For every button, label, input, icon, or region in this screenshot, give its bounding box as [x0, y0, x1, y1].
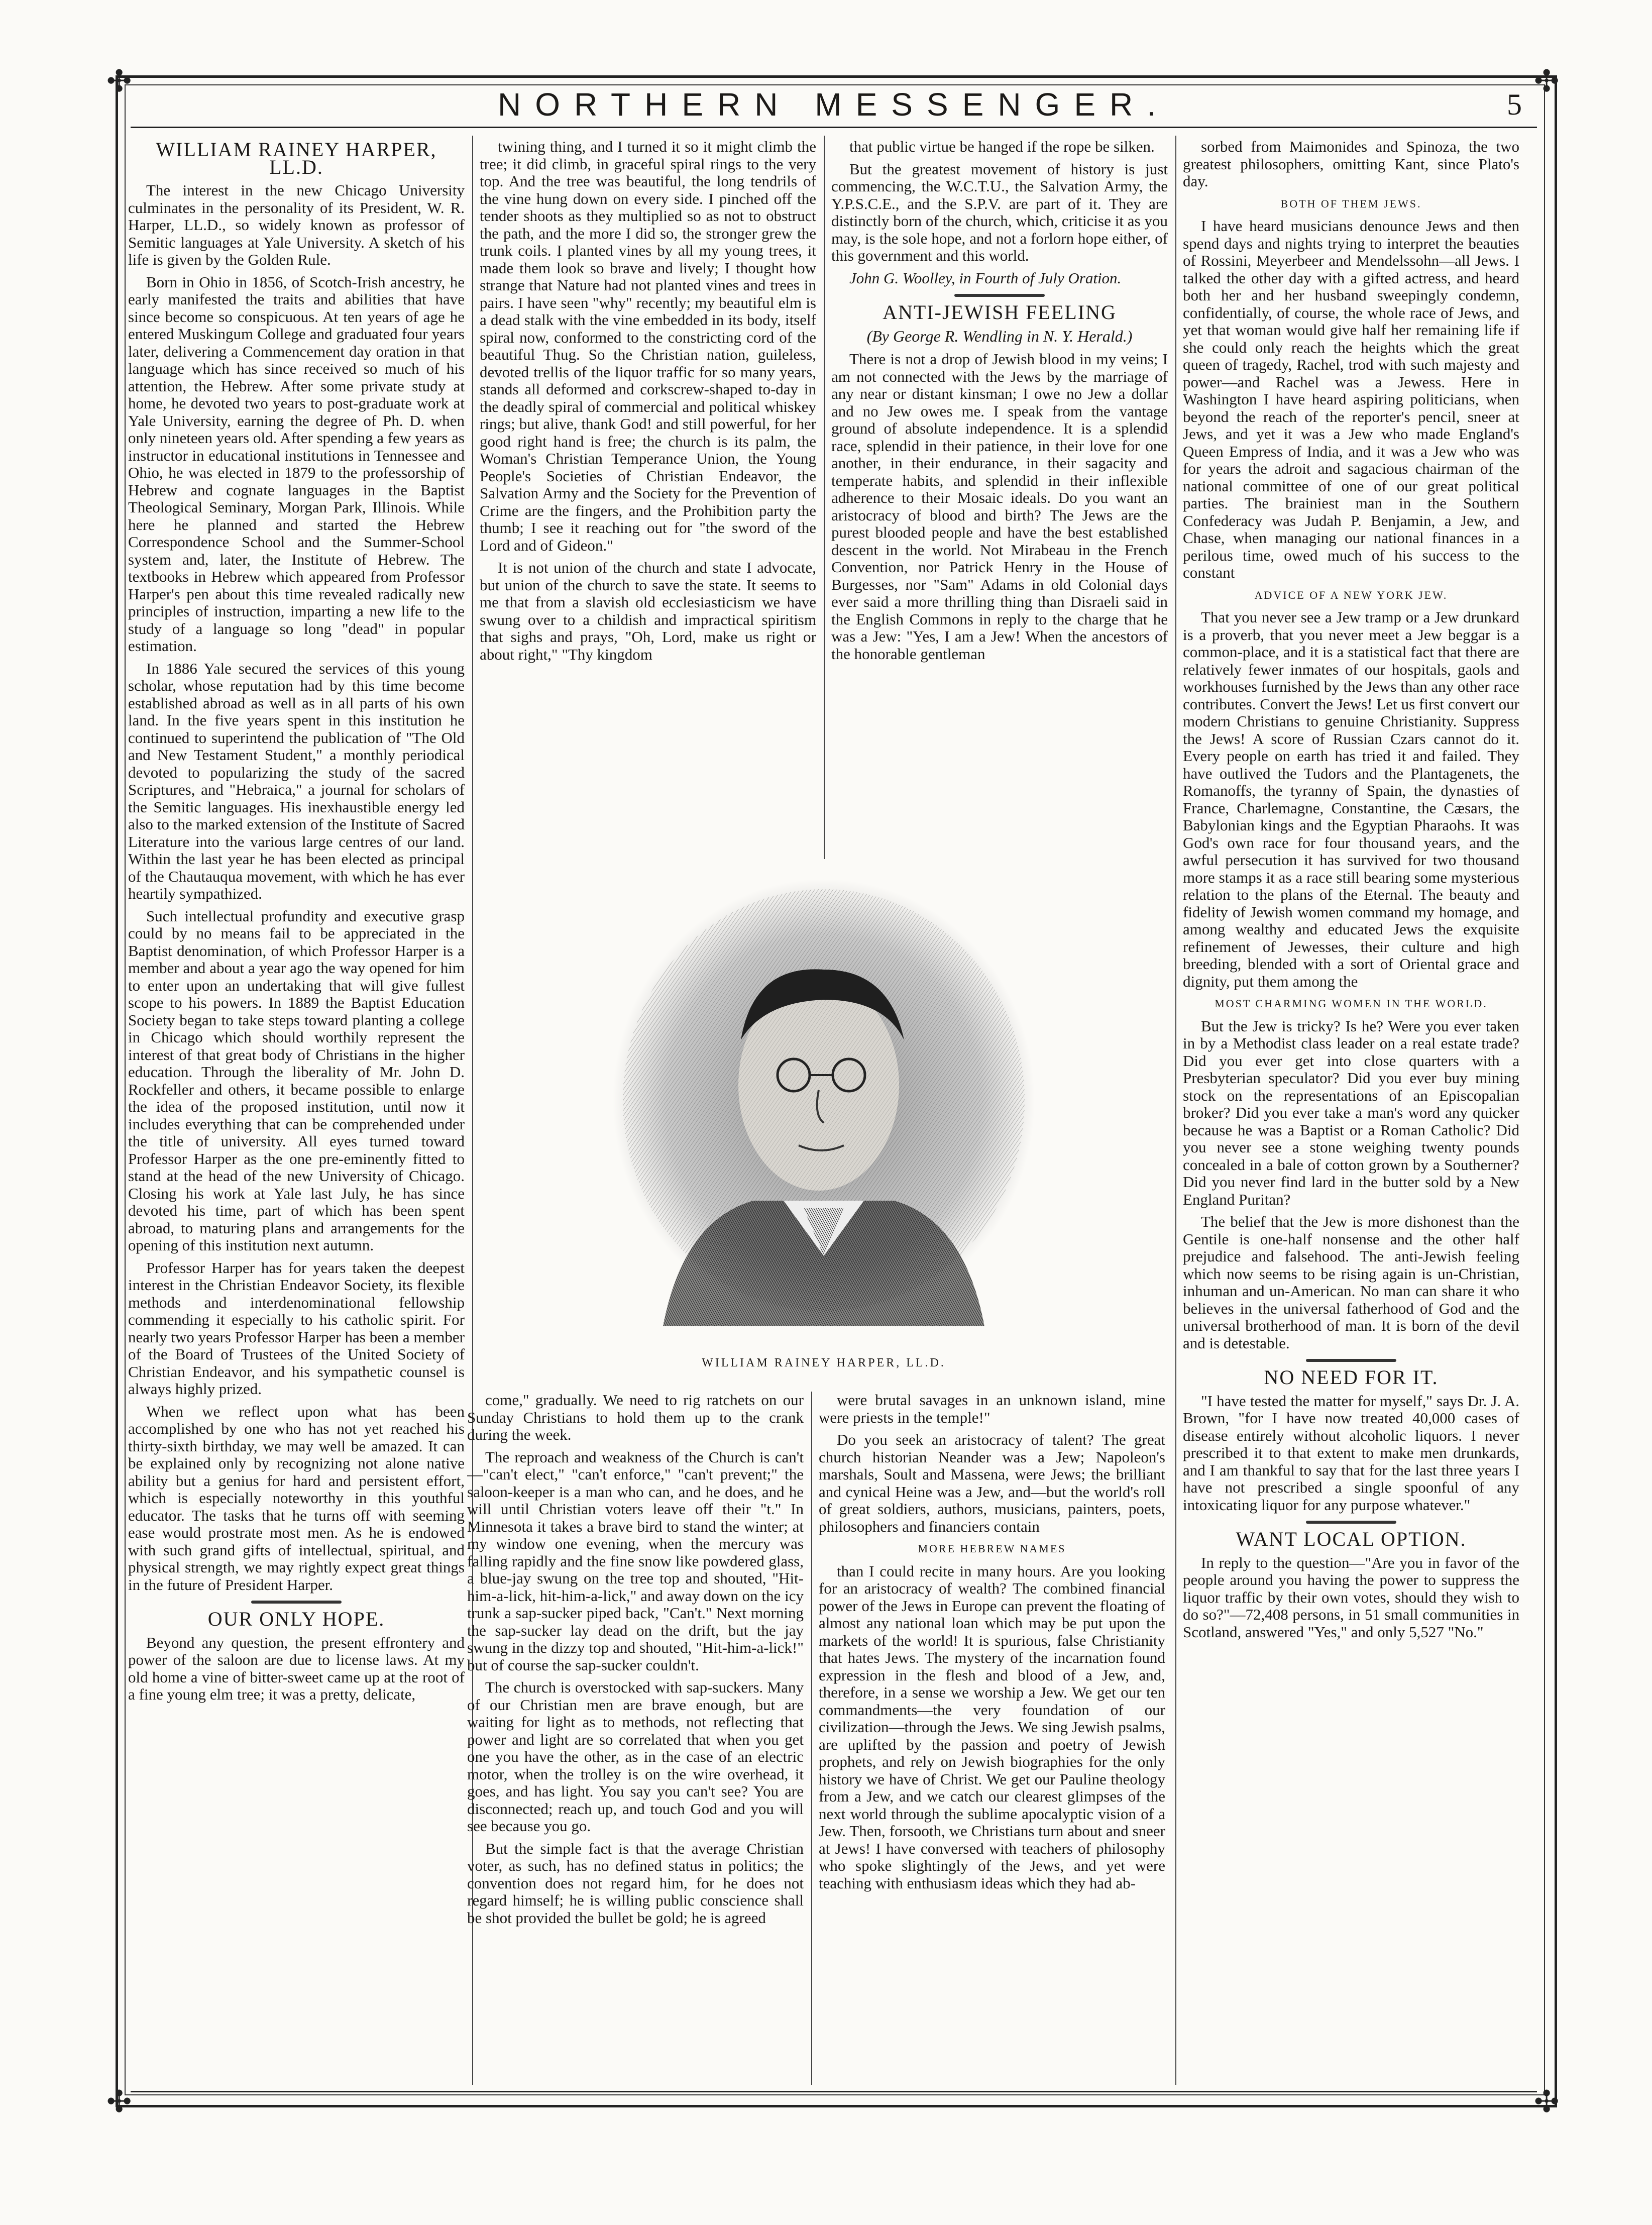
- column-rule: [1175, 136, 1176, 2085]
- article-headline: OUR ONLY HOPE.: [207, 1608, 385, 1630]
- portrait-image: [472, 874, 1175, 1326]
- corner-ornament-top-right: ✣: [1534, 64, 1560, 99]
- subheading: MOST CHARMING WOMEN IN THE WORLD.: [1215, 997, 1488, 1010]
- footer-rule: [131, 2091, 1537, 2092]
- subheading: MORE HEBREW NAMES: [918, 1542, 1066, 1555]
- article-byline: (By George R. Wendling in N. Y. Herald.): [866, 327, 1133, 345]
- subheading: BOTH OF THEM JEWS.: [1280, 197, 1422, 210]
- section-divider: [954, 294, 1045, 297]
- masthead-title: NORTHERN MESSENGER.: [497, 86, 1170, 123]
- paragraph: The church is overstocked with sap-suckers. Many of our Christian men are brave enough, but are waiting for light as to methods, not reflecting that power and light are so correlated that when you get one you have the other, as in the case of an electric motor, when the trolley is on the wire overhead, it goes, and has light. You say you can't see? You are disconnected; reach up, and touch God and you will see because you go.: [467, 1678, 804, 1835]
- column-1: [128, 138, 465, 2087]
- paragraph: Such intellectual profundity and executive grasp could by no means fail to be appreciated in the Baptist denomination, of which Professor Harper is a member and about a year ago the way opened for him to enter upon an undertaking that will give fullest scope to his powers. In 1889 the Baptist Education Society began to take steps toward planting a college in Chicago which should worthily represent the interest of that great body of Christians in the higher education. Through the liberality of Mr. John D. Rockfeller and others, it became possible to enlarge the idea of the proposed institution, until now it includes everything that can be comprehended under the title of university. All eyes turned toward Professor Harper as the one pre-eminently fitted to stand at the head of the new University of Chicago. Closing his work at Yale last July, he has since devoted his time, part of which has been spent abroad, to maturing plans and arrangements for the opening of this institution next autumn.: [128, 907, 465, 1254]
- article-headline: WILLIAM RAINEY HARPER, LL.D.: [156, 138, 437, 178]
- paragraph: sorbed from Maimonides and Spinoza, the two greatest philosophers, omitting Kant, since Plato's day.: [1183, 138, 1519, 190]
- paragraph: In reply to the question—"Are you in favor of the people around you having the power to suppress the liquor traffic by their own votes, should they wish to do so?"—72,408 persons, in 51 small communities in Scotland, answered "Yes," and only 5,527 "No.": [1183, 1553, 1519, 1641]
- article-signature: John G. Woolley, in Fourth of July Oration.: [849, 269, 1122, 287]
- paragraph: were brutal savages in an unknown island, mine were priests in the temple!": [819, 1392, 1165, 1426]
- paragraph: twining thing, and I turned it so it might climb the tree; it did climb, in graceful spiral rings to the very top. And the tree was beautiful, the long tendrils of the vine hung down on every side. I pinched off the tender shoots as they multiplied so as not to obstruct the path, and the more I did so, the stronger grew the trunk coils. I planted vines by all my young trees, it made them look so brave and lively; I thought how strange that Nature had not planted vines and trees in pairs. I have seen "why" recently; my beautiful elm is a dead stalk with the vine embedded in its body, itself spiral now, conformed to the constricting cord of the beautiful Thug. So the Christian nation, guileless, devoted trellis of the liquor traffic for so many years, stands all deformed and corkscrew-shaped to-day in the deadly spiral of commercial and political whiskey rings; but alive, thank God! and still powerful, for her good right hand is free; the church is its palm, the Woman's Christian Temperance Union, the Young People's Societies of Christian Endeavor, the Salvation Army and the Society for the Prevention of Crime are the fingers, and the Prohibition party the thumb; I see it reaching out for "the sword of the Lord and of Gideon.": [480, 138, 816, 554]
- article-headline: NO NEED FOR IT.: [1264, 1366, 1439, 1389]
- paragraph: It is not union of the church and state I advocate, but union of the church to save the state. It seems to me that from a slavish old ecclesiasticism we have swung over to a childish and impractical spiritism that sighs and prays, "Oh, Lord, make us right or about right," "Thy kingdom: [480, 559, 816, 663]
- paragraph: The belief that the Jew is more dishonest than the Gentile is one-half nonsense and the other half prejudice and falsehood. The anti-Jewish feeling which now seems to be rising again is un-Christian, inhuman and un-American. No man can share it who believes in the universal fatherhood of God and the universal brotherhood of man. It is born of the devil and is detestable.: [1183, 1213, 1519, 1352]
- paragraph: That you never see a Jew tramp or a Jew drunkard is a proverb, that you never meet a Jew beggar is a common-place, and it is a statistical fact that there are relatively fewer inmates of our hospitals, gaols and workhouses furnished by the Jews than any other race contributes. Convert the Jews! Let us first convert our modern Christians to genuine Christianity. Suppress the Jews! A score of Russian Czars cannot do it. Every people on earth has tried it and failed. They have outlived the Tudors and the Plantagenets, the Romanoffs, the tyranny of Spain, the dynasties of France, Charlemagne, Constantine, the Cæsars, the Babylonian kings and the Egyptian Pharaohs. It was God's own race for four thousand years, and the awful persecution it has survived for two thousand more stamps it as a race still bearing some mysterious relation to the plans of the Eternal. The beauty and fidelity of Jewish women command my homage, and among wealthy and educated Jews the exquisite refinement of Jewesses, their culture and high breeding, blended with a sort of Oriental grace and dignity, put them among the: [1183, 608, 1519, 990]
- paragraph: But the simple fact is that the average Christian voter, as such, has no defined status in politics; the convention does not regard him, for he does not regard himself; he is willing public conscience shall be shot provided the bullet be gold; he is agreed: [467, 1839, 804, 1927]
- paragraph: The interest in the new Chicago University culminates in the personality of its President, W. R. Harper, LL.D., so widely known as professor of Semitic languages at Yale University. A sketch of his life is given by the Golden Rule.: [128, 181, 465, 268]
- column-2-lower: [467, 1392, 804, 2085]
- column-rule: [811, 1392, 812, 2085]
- article-headline: ANTI-JEWISH FEELING: [883, 301, 1117, 324]
- paragraph: But the Jew is tricky? Is he? Were you ever taken in by a Methodist class leader on a real estate trade? Did you ever get into close quarters with a Presbyterian speculator? Did you ever buy mining stock on the representations of an Episcopalian broker? Did you ever take a man's word any quicker because he was a Baptist or a Roman Catholic? Did you never see a stone weighing twenty pounds concealed in a bale of cotton grown by a Southerner? Did you never find lard in the butter sold by a New England Puritan?: [1183, 1017, 1519, 1208]
- portrait-caption: WILLIAM RAINEY HARPER, LL.D.: [702, 1356, 946, 1369]
- column-rule: [824, 136, 825, 859]
- corner-ornament-bottom-right: ✣: [1534, 2084, 1560, 2120]
- paragraph: When we reflect upon what has been accomplished by one who has not yet reached his thirty-sixth birthday, we may well be amazed. It can be explained only by recognizing not alone native ability but a genius for hard and persistent effort, which is especially noteworthy in this youthful educator. The tasks that he turns off with seeming ease would prostrate most men. As he is endowed with such grand gifts of intellectual, spiritual, and physical strength, we may rightly expect great things in the future of President Harper.: [128, 1402, 465, 1594]
- paragraph: There is not a drop of Jewish blood in my veins; I am not connected with the Jews by the marriage of any near or distant kinsman; I owe no Jew a dollar and no Jew owes me. I speak from the vantage ground of absolute independence. It is a splendid race, splendid in their patience, in their love for one another, in their endurance, in their sagacity and temperate habits, and splendid in their inflexible adherence to their Mosaic ideals. Do you want an aristocracy of blood and birth? The Jews are the purest blooded people and have the best established descent in the world. Not Mirabeau in the French Convention, nor Patrick Henry in the House of Burgesses, nor "Sam" Adams in old Colonial days ever said a more thrilling thing than Disraeli said in the English Commons in reply to the charge that he was a Jew: "Yes, I am a Jew! When the ancestors of the honorable gentleman: [831, 350, 1168, 663]
- column-3-lower: [819, 1392, 1165, 2085]
- column-4: [1183, 138, 1519, 2087]
- corner-ornament-bottom-left: ✣: [106, 2084, 132, 2120]
- paragraph: Do you seek an aristocracy of talent? The great church historian Neander was a Jew; Napoleon's marshals, Soult and Massena, were Jews; the brilliant and cynical Heine was a Jew, and—but the world's roll of great soldiers, authors, musicians, painters, poets, philosophers and financiers contain: [819, 1431, 1165, 1535]
- corner-ornament-top-left: ✣: [106, 64, 132, 99]
- column-3-upper: [831, 138, 1168, 862]
- masthead: [131, 84, 1537, 125]
- paragraph: that public virtue be hanged if the rope be silken.: [849, 138, 1155, 155]
- paragraph: Beyond any question, the present effrontery and power of the saloon are due to license laws. At my old home a vine of bitter-sweet came up at the root of a fine young elm tree; it was a pretty, delicate,: [128, 1633, 465, 1703]
- subheading: ADVICE OF A NEW YORK JEW.: [1254, 588, 1448, 601]
- portrait-engraving: [472, 874, 1175, 1326]
- masthead-rule: [131, 127, 1537, 128]
- paragraph: come," gradually. We need to rig ratchets on our Sunday Christians to hold them up to the crank during the week.: [467, 1392, 804, 1443]
- section-divider: [1306, 1359, 1396, 1362]
- paragraph: But the greatest movement of history is just commencing, the W.C.T.U., the Salvation Army, the Y.P.S.C.E., and the S.P.V. are part of it. They are distinctly born of the church, which, criticise it as you may, is the sole hope, and not a forlorn hope either, of this government and this world.: [831, 160, 1168, 264]
- paragraph: In 1886 Yale secured the services of this young scholar, whose reputation had by this time become established abroad as well as in all parts of his own land. In the five years spent in this institution he continued to superintend the publication of "The Old and New Testament Student," a monthly periodical devoted to popularizing the study of the sacred Scriptures, and "Hebraica," a journal for scholars of the Semitic languages. His inexhaustible energy led also to the marked extension of the Institute of Sacred Literature into the various large centres of our land. Within the last year he has been elected as principal of the Chautauqua movement, with which he has ever heartily sympathized.: [128, 659, 465, 902]
- column-2-upper: [480, 138, 816, 862]
- paragraph: Born in Ohio in 1856, of Scotch-Irish ancestry, he early manifested the traits and abilities that have since become so conspicuous. At ten years of age he entered Muskingum College and graduated four years later, delivering a Commencement day oration in that language which has since received so much of his attention, the Hebrew. After some private study at home, he devoted two years to post-graduate work at Yale University, earning the degree of Ph. D. when only nineteen years old. After spending a few years as instructor in educational institutions in Tennessee and Ohio, he was elected in 1879 to the professorship of Hebrew and cognate languages in the Baptist Theological Seminary, Morgan Park, Illinois. While here he planned and started the Hebrew Correspondence School and the Summer-School system and, later, the Institute of Hebrew. The textbooks in Hebrew which appeared from Professor Harper's pen about this time revealed radically new principles of instruction, imparting a new life to the study of a language so long "dead" in popular estimation.: [128, 273, 465, 655]
- article-headline: WANT LOCAL OPTION.: [1236, 1528, 1467, 1550]
- paragraph: Professor Harper has for years taken the deepest interest in the Christian Endeavor Society, its flexible methods and interdenominational fellowship commending it especially to his catholic spirit. For nearly two years Professor Harper has been a member of the Board of Trustees of the United Society of Christian Endeavor, and his sympathetic counsel is always highly prized.: [128, 1258, 465, 1398]
- paragraph: "I have tested the matter for myself," says Dr. J. A. Brown, "for I have now treated 40,000 cases of disease entirely without alcoholic liquors. I never prescribed it to that extent to make men drunkards, and I am thankful to say that for the last three years I have not prescribed a single spoonful of any intoxicating liquor for any purpose whatever.": [1183, 1392, 1519, 1514]
- paragraph: I have heard musicians denounce Jews and then spend days and nights trying to interpret the beauties of Rossini, Meyerbeer and Mendelssohn—all Jews. I talked the other day with a gifted actress, and heard both her and her husband sweepingly condemn, confidentially, of course, the whole race of Jews, and yet that woman would give half her remaining life if she could only reach the heights which the great queen of tragedy, Rachel, trod with such majesty and power—and Rachel was a Jewess. Here in Washington I have heard aspiring politicians, when beyond the reach of the reporter's pencil, sneer at Jews, and yet it was a Jew who made England's Queen Empress of India, and it was a Jew who was for years the adroit and sagacious chairman of the national committee of one of our great political parties. The brainiest man in the Southern Confederacy was Judah P. Benjamin, a Jew, and Chase, when managing our national finances in a perilous time, owed much of his success to the constant: [1183, 217, 1519, 581]
- page-number: 5: [1507, 88, 1522, 121]
- paragraph: than I could recite in many hours. Are you looking for an aristocracy of wealth? The combined financial power of the Jews in Europe can prevent the floating of almost any national loan which may be put upon the markets of the world! It is spurious, false Christianity that hates Jews. The mystery of the incarnation found expression in the flesh and blood of a Jew, and, therefore, in a sense we worship a Jew. We get our ten commandments—the very foundation of our civilization—through the Jews. We sing Jewish psalms, are uplifted by the passion and poetry of Jewish prophets, and rely on Jewish biographies for the only history we have of Christ. We get our Pauline theology from a Jew, and we catch our clearest glimpses of the next world through the sublime apocalyptic vision of a Jew. Then, forsooth, we Christians turn about and sneer at Jews! I have conversed with teachers of philosophy who spoke slightingly of the Jews, and yet were teaching with enthusiasm ideas which they had ab-: [819, 1562, 1165, 1892]
- paragraph: The reproach and weakness of the Church is can't—"can't elect," "can't enforce," "can't prevent;" the saloon-keeper is a man who can, and he does, and he will until Christian voters leave off their "t." In Minnesota it takes a brave bird to stand the winter; at my window one evening, when the mercury was falling rapidly and the fine snow like powdered glass, a blue-jay swung on the tree top and shouted, "Hit-him-a-lick, hit-him-a-lick," and away down on the icy trunk a sap-sucker piped back, "Can't." Next morning the sap-sucker lay dead on the drift, but the jay swung in the dizzy top and shouted, "Hit-him-a-lick!" but of course the sap-sucker couldn't.: [467, 1448, 804, 1674]
- section-divider: [1306, 1521, 1396, 1524]
- section-divider: [251, 1601, 342, 1604]
